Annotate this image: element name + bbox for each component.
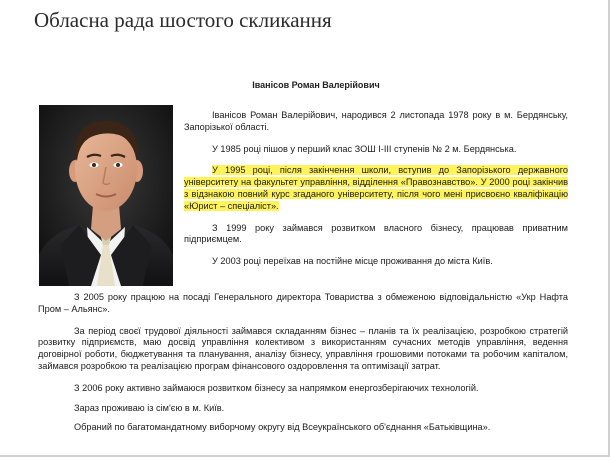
page-header-title: Обласна рада шостого скликання (34, 8, 332, 32)
bio-paragraph: Обраний по багатомандатному виборчому округу від Всеукраїнського об'єднання «Батьківщина». (74, 422, 491, 433)
portrait-photo-icon (39, 105, 173, 286)
bio-paragraph-highlighted (184, 165, 568, 212)
biography-top (184, 110, 568, 278)
portrait-photo (39, 105, 173, 286)
bio-paragraph: З 2006 року активно займаюся розвитком бізнесу за напрямком енергозберігаючих технологій. (74, 382, 479, 393)
bio-paragraph: З 2005 року працюю на посаді Генерального директора Товариства з обмеженою відповідальністю «Укр Нафта Пром – Альянс». (38, 292, 568, 314)
person-name-heading: Іванісов Роман Валерійович (252, 80, 380, 90)
bio-paragraph: Зараз проживаю із сім'єю в м. Київ. (74, 402, 225, 413)
bio-paragraph: У 2003 році переїхав на постійне місце проживання до міста Київ. (212, 256, 493, 267)
bio-paragraph: У 1985 році пішов у перший клас ЗОШ І-ІІІ ступенів № 2 м. Бердянська. (212, 143, 517, 154)
highlighted-text: У 1995 році, після закінчення школи, вступив до Запорізького державного університету на факультет управління, відділення «Правознавство». У 2000 році закінчив з відзнакою повний курс згаданого університету, після чого мені присвоєно кваліфікацію «Юрист – спеціаліст». (184, 165, 568, 211)
biography-bottom (38, 292, 568, 444)
bio-paragraph: За період своєї трудової діяльності займався складанням бізнес – планів та їх реалізацією, розробкою стратегій розвитку підприємств, маю досвід управління колективом з використанням сучасних методів управління, ведення договірної роботи, бюджетування та планування, аналізу бізнесу, управління грошовими потоками та робочим капіталом, займався розробкою та реалізацією програм фінансового оздоровлення та оптимізації затрат. (38, 325, 568, 371)
bio-paragraph: З 1999 року займався розвитком власного бізнесу, працював приватним підприємцем. (184, 222, 568, 245)
bio-paragraph: Іванісов Роман Валерійович, народився 2 листопада 1978 року в м. Бердянську, Запорізької області. (184, 110, 568, 132)
